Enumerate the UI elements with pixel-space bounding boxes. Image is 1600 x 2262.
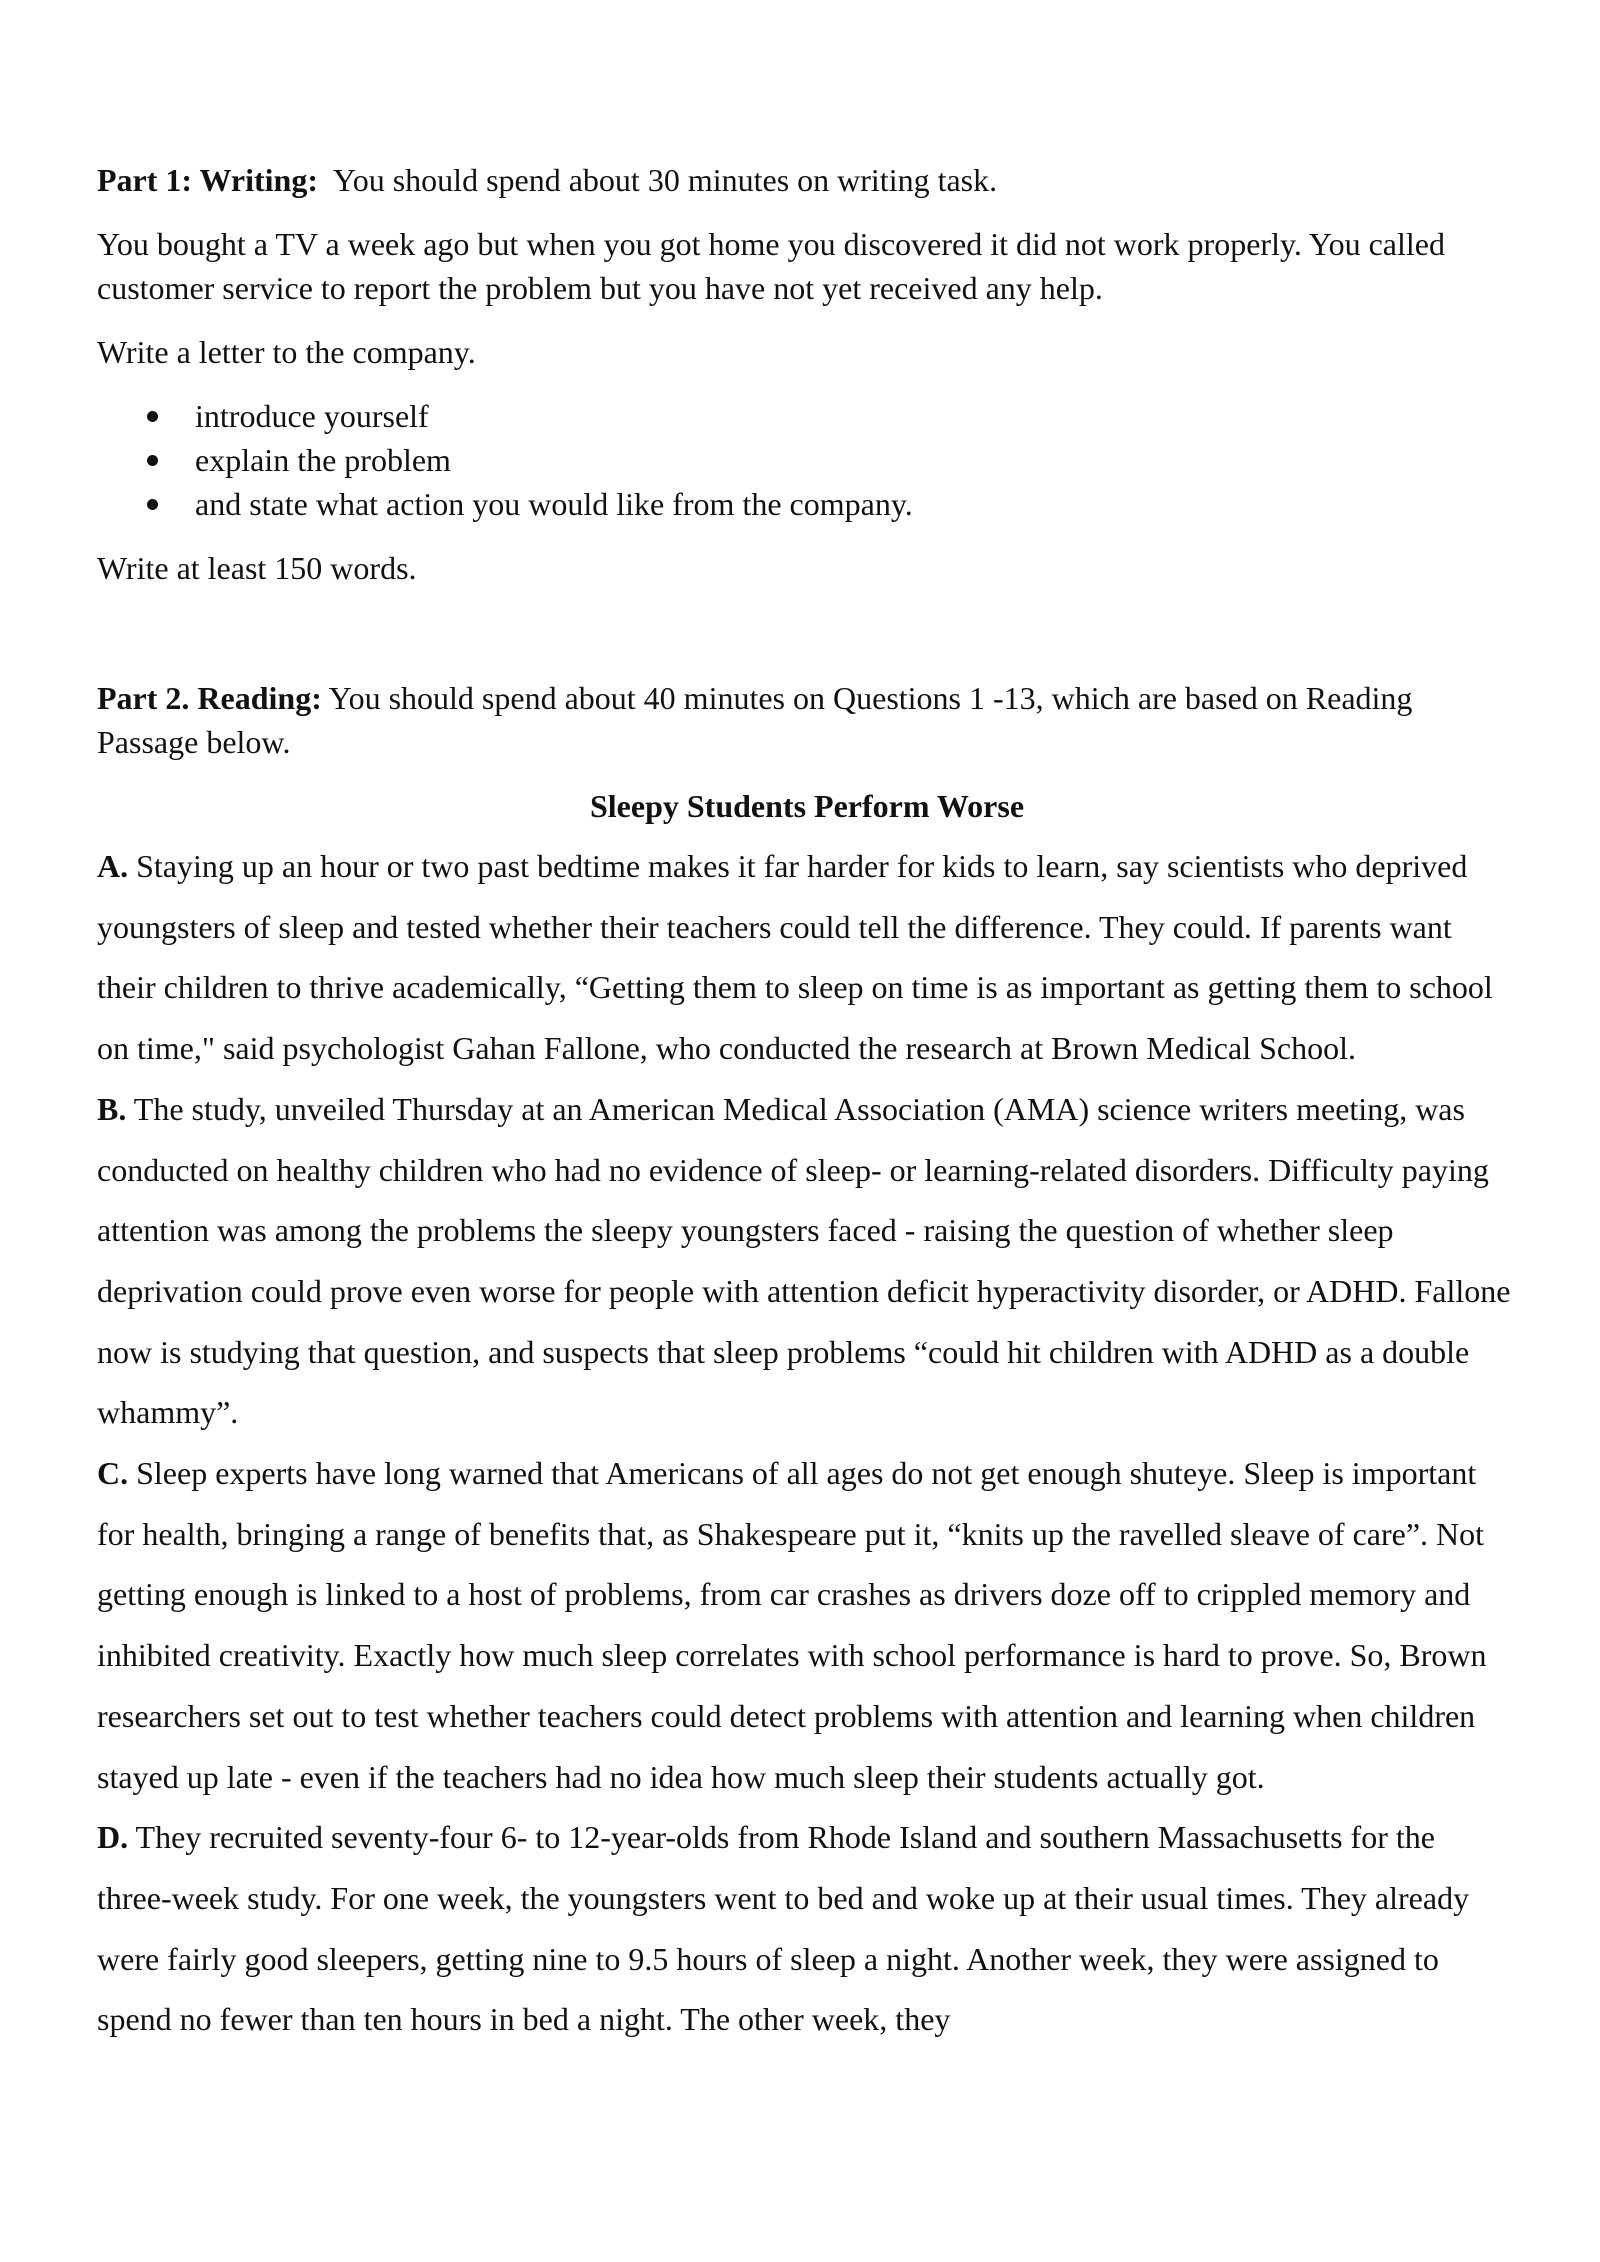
writing-task-list: [97, 394, 1517, 526]
bullet-icon: [147, 499, 158, 510]
writing-heading: [97, 158, 1517, 202]
bullet-icon: [147, 411, 158, 422]
passage-paragraph-d: [97, 1807, 1517, 2050]
paragraph-text: Staying up an hour or two past bedtime makes it far harder for kids to learn, say scientists who deprived youngsters of sleep and tested whether their teachers could tell the difference. They could. If parents want their children to thrive academically, “Getting them to sleep on time is as important as getting them to school on time," said psychologist Gahan Fallone, who conducted the research at Brown Medical School.: [97, 848, 1493, 1067]
writing-scenario: You bought a TV a week ago but when you got home you discovered it did not work properly. You called customer service to report the problem but you have not yet received any help.: [97, 226, 1445, 306]
paragraph-text: They recruited seventy-four 6- to 12-year-olds from Rhode Island and southern Massachusetts for the three-week study. For one week, the youngsters went to bed and woke up at their usual times. They already were fairly good sleepers, getting nine to 9.5 hours of sleep a night. Another week, they were assigned to spend no fewer than ten hours in bed a night. The other week, they: [97, 1819, 1470, 2038]
reading-heading: [97, 676, 1517, 764]
reading-label: Part 2. Reading:: [97, 680, 322, 716]
word-limit: Write at least 150 words.: [97, 550, 417, 586]
passage-paragraph-a: [97, 836, 1517, 1079]
paragraph-text: The study, unveiled Thursday at an American Medical Association (AMA) science writers meeting, was conducted on healthy children who had no evidence of sleep- or learning-related disorders. Difficulty paying attention was among the problems the sleepy youngsters faced - raising the question of whether sleep deprivation could prove even worse for people with attention deficit hyperactivity disorder, or ADHD. Fallone now is studying that question, and suspects that sleep problems “could hit children with ADHD as a double whammy”.: [97, 1090, 1511, 1431]
paragraph-letter: B.: [97, 1090, 127, 1127]
writing-instruction: Write a letter to the company.: [97, 334, 476, 370]
reading-intro: You should spend about 40 minutes on Questions 1 -13, which are based on Reading Passage below.: [97, 680, 1413, 760]
writing-intro: You should spend about 30 minutes on writing task.: [332, 162, 998, 198]
writing-label: Part 1: Writing:: [97, 162, 318, 198]
paragraph-letter: A.: [97, 848, 129, 884]
passage-paragraph-b: [97, 1079, 1517, 1443]
bullet-icon: [147, 455, 158, 466]
document-page: [97, 158, 1517, 2050]
passage-paragraph-c: [97, 1443, 1517, 1807]
writing-section: [97, 158, 1517, 590]
paragraph-letter: D.: [97, 1819, 129, 1856]
reading-section: [97, 676, 1517, 2050]
task-list-item: introduce yourself: [97, 394, 1517, 438]
task-list-item: explain the problem: [97, 438, 1517, 482]
paragraph-letter: C.: [97, 1455, 129, 1492]
task-list-item: and state what action you would like from the company.: [97, 482, 1517, 526]
paragraph-text: Sleep experts have long warned that Americans of all ages do not get enough shuteye. Sleep is important for health, bringing a range of benefits that, as Shakespeare put it, “knits up the ravelled sleave of care”. Not getting enough is linked to a host of problems, from car crashes as drivers doze off to crippled memory and inhibited creativity. Exactly how much sleep correlates with school performance is hard to prove. So, Brown researchers set out to test whether teachers could detect problems with attention and learning when children stayed up late - even if the teachers had no idea how much sleep their students actually got.: [97, 1455, 1487, 1795]
passage-title: Sleepy Students Perform Worse: [589, 788, 1025, 824]
